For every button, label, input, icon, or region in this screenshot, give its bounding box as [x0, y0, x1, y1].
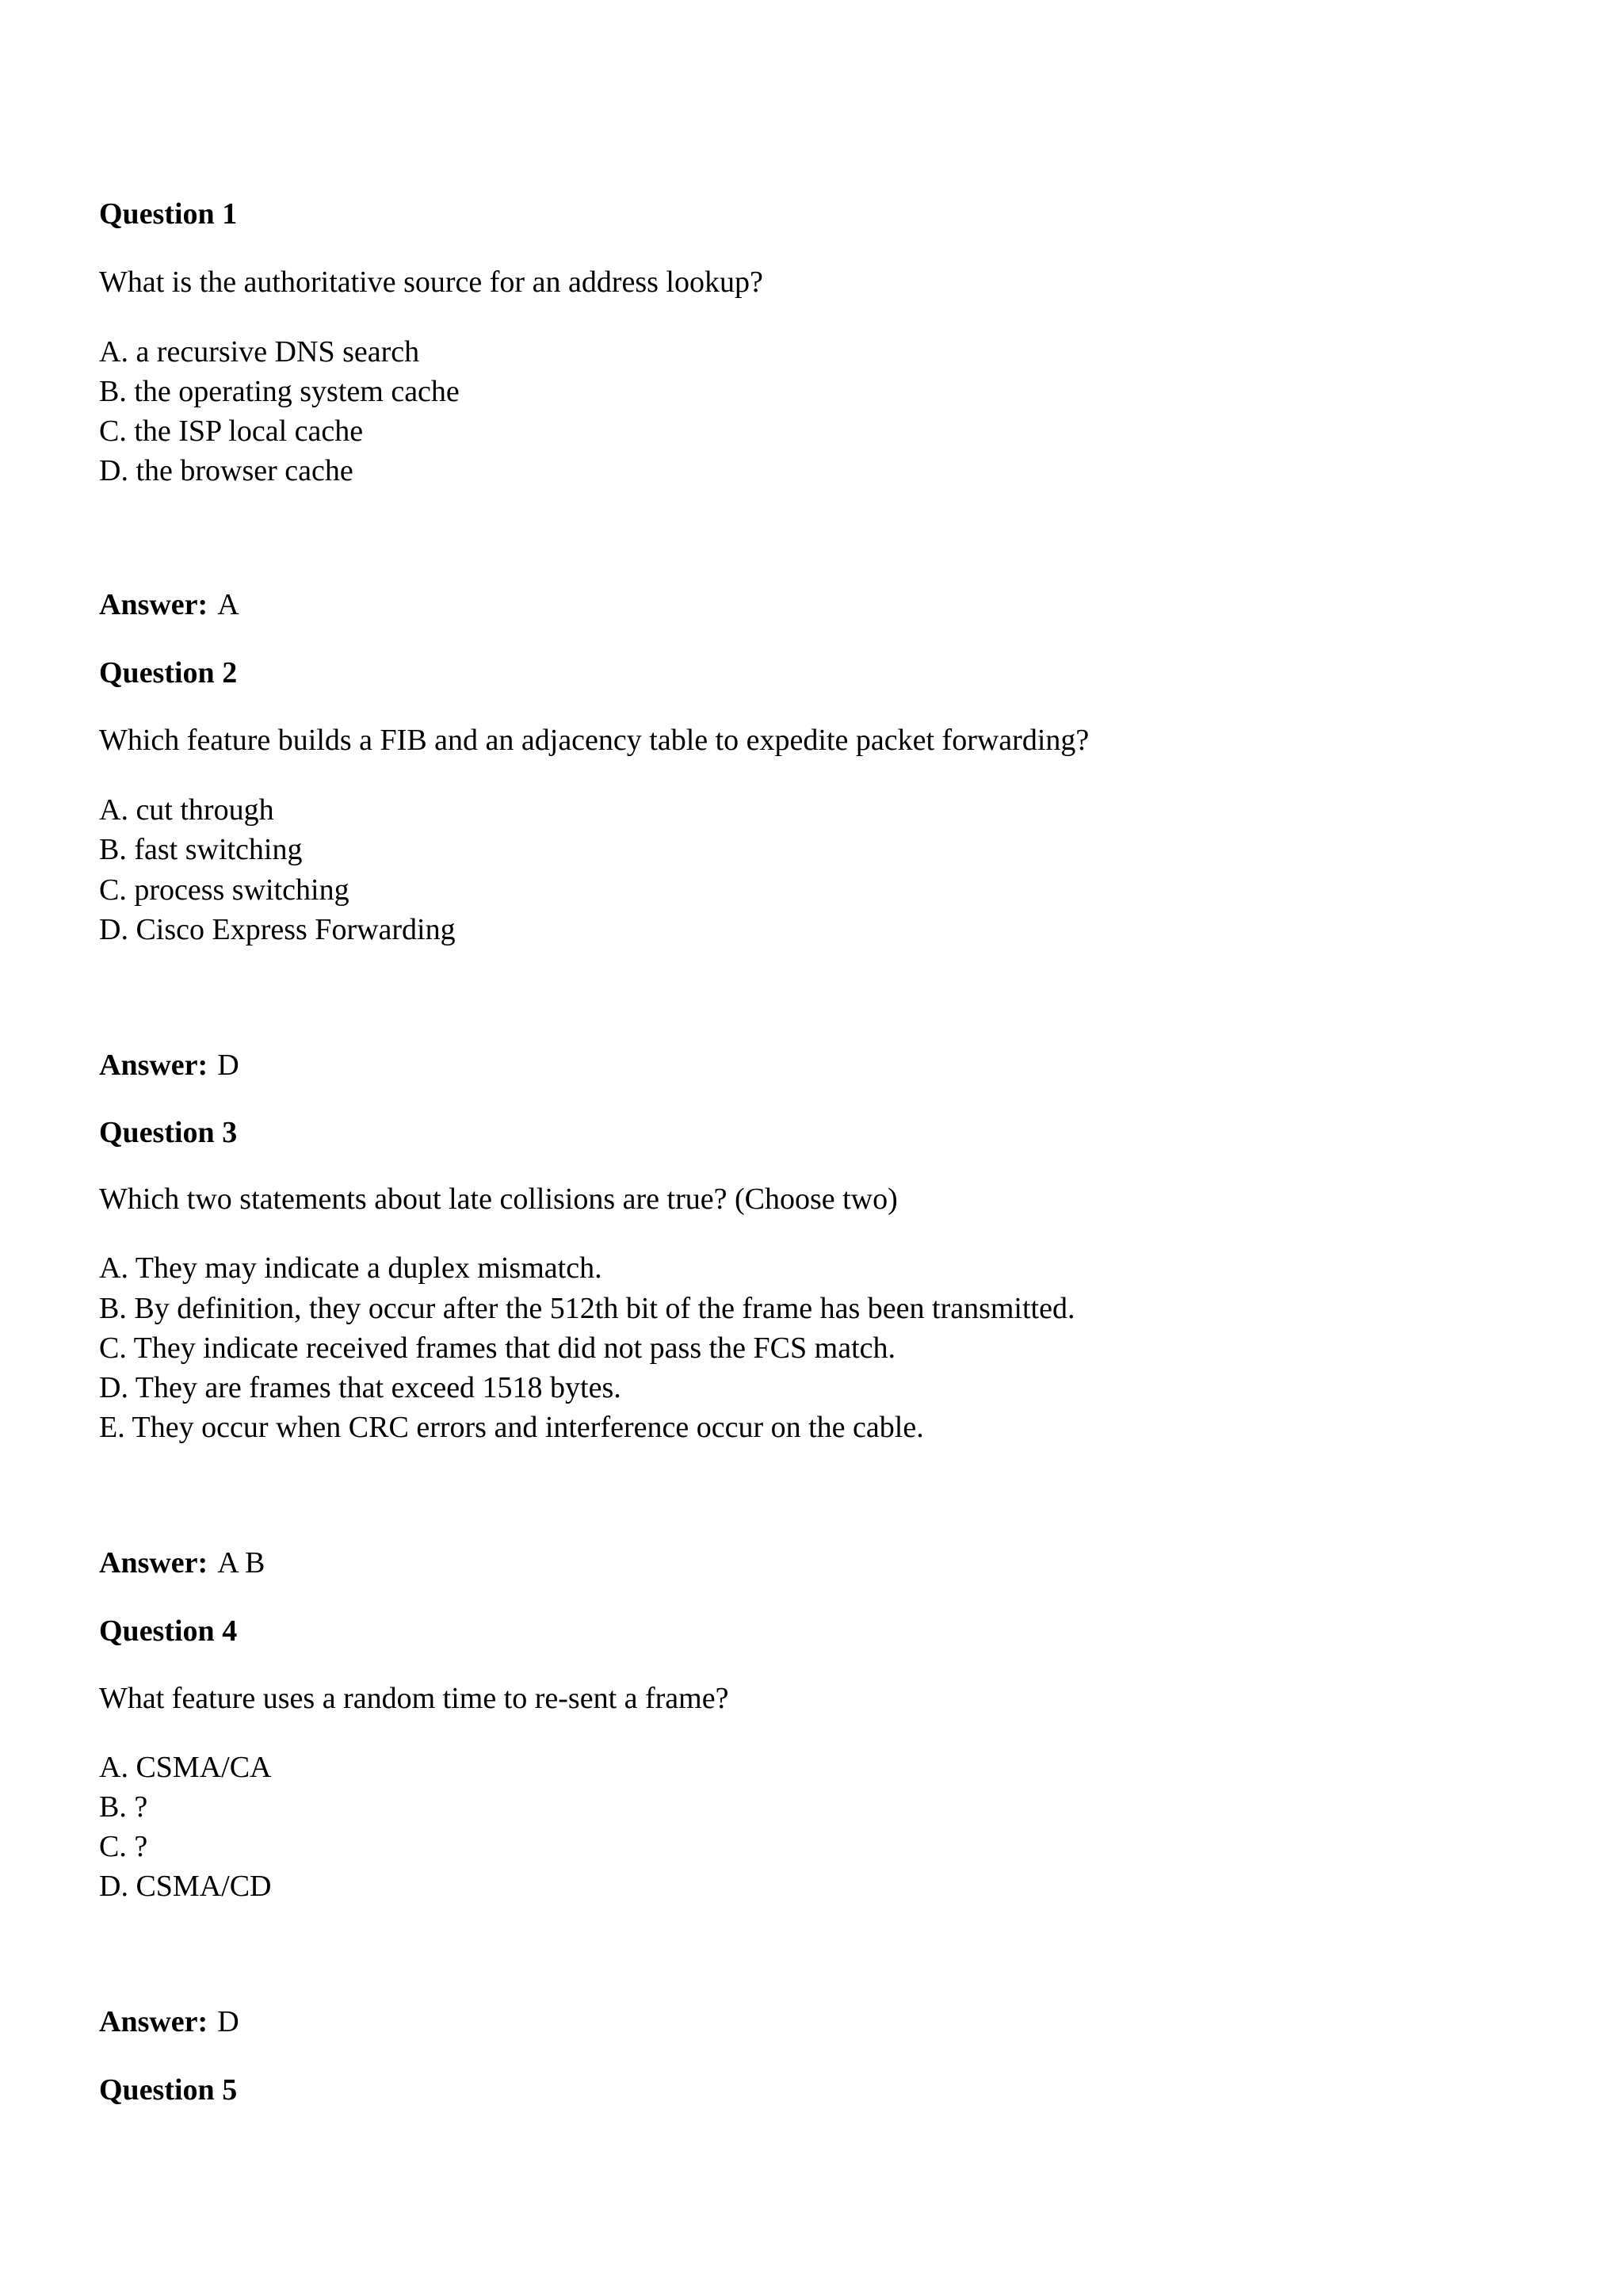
question-3-option-b: B. By definition, they occur after the 512th bit of the frame has been transmitted. — [99, 1292, 1075, 1325]
question-1-heading: Question 1 — [99, 197, 238, 231]
question-4-heading: Question 4 — [99, 1614, 238, 1648]
question-2-text: Which feature builds a FIB and an adjacency table to expedite packet forwarding? — [99, 724, 1090, 757]
question-1-text: What is the authoritative source for an address lookup? — [99, 266, 763, 299]
question-3-option-e: E. They occur when CRC errors and interference occur on the cable. — [99, 1411, 924, 1444]
answer-label: Answer: — [99, 1546, 208, 1580]
question-3-heading: Question 3 — [99, 1116, 238, 1149]
question-4-option-a: A. CSMA/CA — [99, 1751, 272, 1784]
question-2-option-d: D. Cisco Express Forwarding — [99, 913, 456, 946]
question-4-answer — [99, 2004, 239, 2040]
question-2-option-b: B. fast switching — [99, 833, 303, 866]
question-3-option-c: C. They indicate received frames that did not pass the FCS match. — [99, 1331, 896, 1365]
question-2-option-a: A. cut through — [99, 793, 274, 827]
answer-value: D — [217, 1049, 239, 1082]
question-4-option-d: D. CSMA/CD — [99, 1870, 272, 1903]
question-2-heading: Question 2 — [99, 656, 238, 690]
answer-value: A — [217, 588, 239, 621]
answer-label: Answer: — [99, 588, 208, 621]
question-4-option-c: C. ? — [99, 1830, 148, 1863]
answer-value: D — [217, 2005, 239, 2038]
question-1-option-a: A. a recursive DNS search — [99, 335, 420, 369]
question-3-option-a: A. They may indicate a duplex mismatch. — [99, 1251, 602, 1285]
answer-label: Answer: — [99, 2005, 208, 2038]
question-2-option-c: C. process switching — [99, 873, 349, 907]
question-1-answer — [99, 586, 239, 623]
question-2-answer — [99, 1047, 239, 1083]
question-3-option-d: D. They are frames that exceed 1518 bytes. — [99, 1371, 621, 1404]
question-4-option-b: B. ? — [99, 1790, 148, 1824]
question-1-option-c: C. the ISP local cache — [99, 415, 364, 448]
question-4-text: What feature uses a random time to re-sent a frame? — [99, 1682, 729, 1715]
question-1-option-b: B. the operating system cache — [99, 375, 460, 408]
question-3-text: Which two statements about late collisions are true? (Choose two) — [99, 1182, 898, 1216]
answer-value: A B — [217, 1546, 265, 1580]
answer-label: Answer: — [99, 1049, 208, 1082]
question-1-option-d: D. the browser cache — [99, 454, 353, 487]
question-3-answer — [99, 1545, 265, 1581]
question-5-heading: Question 5 — [99, 2073, 238, 2107]
